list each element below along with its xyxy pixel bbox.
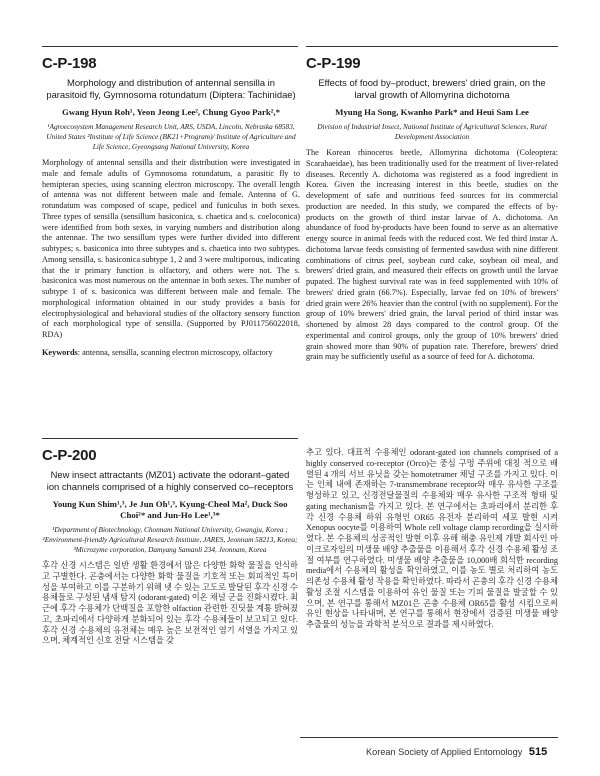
- journal-name: Korean Society of Applied Entomology: [366, 747, 523, 757]
- abstract-keywords: [42, 348, 300, 359]
- abstract-body: The Korean rhinoceros beetle, Allomyrina dichotoma (Coleoptera: Scarabaeidae), has been traditionally used for the treatment of liver-related diseases. Recently A. dichotoma was registered as a food ingredient in Korea. Given the increasing interest in this beetle, studies on the development of safe and nutritious feed sources for its commercial production are needed. In this study, we compared the effects of by-products on the growth of third instar larvae of A. dichotoma. An abundance of food by-products have been found to serve as an alternative energy source in animal feeds with the reduced cost. We fed third instar A. dichotoma larvae feeds consisting of fermented sawdust with nine different combinations of citrus peel, soybean curd cake, soybean oil meal, and brewers' dried grain, and measured their effects on growth until the larvae pupated. The highest survival rate was in feed supplemented with 10% of brewers' dried grain (66.7%). Especially, larvae fed on 10% of brewers' dried grain were 26% heavier than the control (with no supplement). For the group of 10% brewers' dried grain, the larval period of third instar was shortened by almost 28 days compared to the control group. Of the experimental and control groups, only the group of 10% brewers' dried grain showed more than 90% of pupation rate. Therefore, brewers' dried grain may be sufficiently useful as a source of feed for A. dichotoma.: [306, 148, 558, 362]
- abstract-title: Morphology and distribution of antennal sensilla in parasitoid fly, Gymnosoma rotundatum (Diptera: Tachinidae): [46, 77, 296, 100]
- page-footer: [366, 746, 547, 758]
- abstract-body-left: 후각 신경 시스템은 일반 생활 환경에서 많은 다양한 화학 물질을 인식하고 구별한다. 곤충에서는 다양한 화학 물질을 기호적 또는 회피적인 특이성을 부여하고 이를 구분하기 위해 넷 수 있는 고도로 발달된 후각 신경 수용체들로 구성된 냄새 탐지 (odorant-gated) 이온 채널 군을 진화시켰다. 최근에 후각 수용체가 단백질을 포함한 olfaction 관련한 진딧물 계통 밝혀졌고, 초파리에서 다양하게 분화되어 있는 후각 수용체들이 보고되고 있다. 후각 신경 수용체의 유전체는 매우 높은 보전적인 염기 서열을 가지고 있으며, 체계적인 신호 전달 시스템을 갖: [42, 561, 298, 646]
- abstract-cp198: [42, 55, 300, 359]
- abstract-body-right: 추고 있다. 대표적 수용체인 odorant-gated ion channels comprised of a highly conserved co-receptor (Orco)는 중심 구멍 주위에 대칭 적으로 배열된 4 개의 서브 유닛을 갖는 homotetramer 채널 구조를 가지고 있다. 이는 인체 내에 존재하는 7-transmembrane receptor와 매우 유사한 구조를 형성하고 있고, 신경전달물질의 수용체와 매우 유사한 구조적 형태 및 gating mechanism을 가지고 있다. 본 연구에서는 초파리에서 분리한 후각 신경 수용체 하위 유형인 OR65 유전자 분리하여 세포 발현 시켜 Xenopus oocyte를 이용하여 Whole cell voltage clamp recording을 실시하였다. 본 수용체의 성공적인 발현 이후 유해 해충 유인제 개발 회사인 마이크로자임의 미생물 배양 추출물을 이용해서 후각 신경 수용체 활성 조절 여부를 연구하였다. 미생물 배양 추출물을 10,000배 희석한 recording media에서 수용체의 활성을 확인하였고, 이를 농도 별로 처리하여 농도 의존성 수용체 활성 작용을 확인하였다. 따라서 곤충의 후각 신경 수용체 활성 조절 시스템을 이용하여 유인 물질 또는 기피 물질을 발굴할 수 있으며, 본 연구를 통해서 MZ01은 곤충 수용체 OR65를 활성 시킴으로써 유인 현상을 나타내며, 본 연구를 통해서 현장에서 검증된 미생물 배양 추출물의 성능을 과학적 분석으로 결과를 제시하였다.: [306, 448, 558, 629]
- abstract-code: C-P-200: [42, 447, 97, 464]
- abstract-code: C-P-198: [42, 55, 97, 72]
- footer-rule: [300, 737, 558, 738]
- abstract-affiliation: ¹Agroecosystem Management Research Unit, ARS, USDA, Lincoln, Nebraska 68583, United States ²Institute of Life Science (BK21+Program)/ Institute of Agriculture and Life Science, Gyeongsang National University, Korea: [46, 121, 296, 151]
- abstract-authors: Gwang Hyun Roh¹, Yeon Jeong Lee², Chung Gyoo Park²,*: [61, 106, 280, 117]
- abstract-title: New insect attractants (MZ01) activate the odorant–gated ion channels comprised of a highly conserved co–receptors: [46, 469, 294, 492]
- keywords-label: Keywords: [42, 347, 78, 357]
- abstract-authors: Myung Ha Song, Kwanho Park* and Heui Sam Lee: [335, 106, 529, 117]
- abstract-code: C-P-199: [306, 55, 361, 72]
- abstract-cp200: [42, 447, 298, 647]
- abstract-cp199: [306, 55, 558, 363]
- keywords-text: : antenna, sensilla, scanning electron microscopy, olfactory: [77, 347, 273, 357]
- abstract-body: Morphology of antennal sensilla and their distribution were investigated in male and female adults of Gymnosoma rotundatum, a parasitic fly to hemipteran species, using scanning electron microscopy. The overall length of antenna was not different between male and female. Antenna of G. rotundatum was composed of scape, pedicel and funiculus in both sexes. Three types of sensilla (sensillum basiconica, s. chaetica and s. coeloconica) were identified from both sexes, in varying numbers and distribution along the antennae. The two sensillum types were further divided into different subtypes; s. basiconica into three subtypes and s. chaetica into two subtypes. Among sensilla, s. basiconica subtype 1, 2 and 3 were multiporous, indicating that the ir primary function is olfactory, and others were not. The s. basiconica was most numerous on the antennae in both sexes. The number of subtype 1 of s. basiconica was different between male and female. The morphological information obtained in our study provides a basis for electrophysiological and behavioral studies of the olfactory sensory function of each morphological type of sensilla. (Supported by PJ011756022018, RDA): [42, 158, 300, 340]
- top-rule-right: [306, 46, 558, 47]
- page-number: 515: [528, 746, 548, 758]
- abstract-authors: Young Kun Shim¹,³, Je Jun Oh¹,³, Kyung-Cheol Ma², Duck Soo Choi²* and Jun-Ho Lee¹,³*: [52, 498, 288, 520]
- abstract-affiliation: ¹Department of Biotechnology, Chonnam National University, Gwangju, Korea ; ²Environment-friendly Agricultural Research Institute, JARES, Jeonnam 58213, Korea; ³Microzyme corporation, Damyang Samanli 234, Jeonnam, Korea: [42, 524, 298, 554]
- top-rule-left: [42, 46, 298, 47]
- abstract-affiliation: Division of Industrial Insect, National Institute of Agricultural Sciences, Rural Development Association: [317, 121, 547, 141]
- abstract-cp200-continued: [306, 448, 558, 631]
- middle-rule: [42, 438, 298, 439]
- abstract-title: Effects of food by–product, brewers' dried grain, on the larval growth of Allomyrina dichotoma: [318, 77, 546, 100]
